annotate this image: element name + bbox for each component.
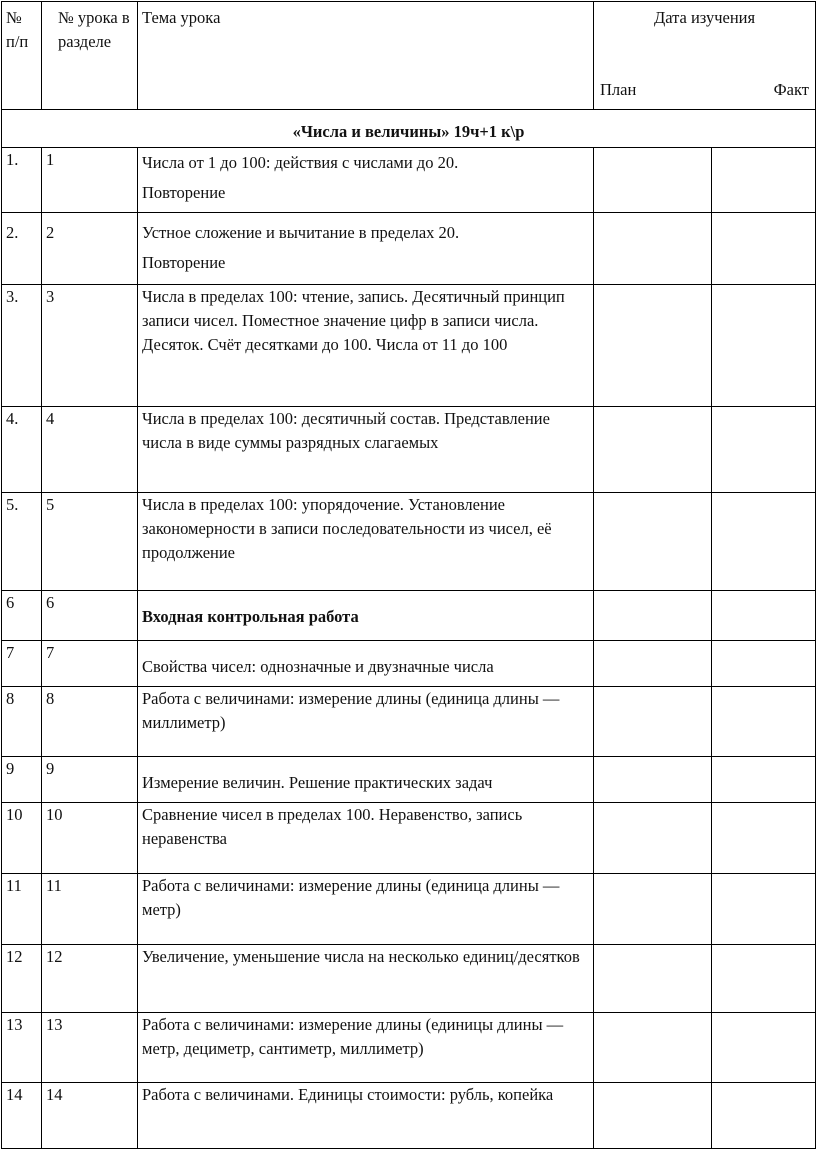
row-lesson: 6 — [42, 591, 138, 641]
row-num: 9 — [2, 757, 42, 803]
header-date: Дата изучения — [653, 8, 756, 27]
row-num: 8 — [2, 687, 42, 757]
row-fact-date — [712, 493, 816, 591]
row-fact-date — [712, 945, 816, 1013]
row-lesson: 8 — [42, 687, 138, 757]
row-num: 14 — [2, 1083, 42, 1149]
row-lesson: 9 — [42, 757, 138, 803]
row-plan-date — [594, 945, 712, 1013]
row-num: 1. — [2, 148, 42, 213]
row-lesson: 5 — [42, 493, 138, 591]
row-lesson: 13 — [42, 1013, 138, 1083]
table-row — [2, 493, 816, 591]
row-num: 3. — [2, 285, 42, 407]
row-num: 2. — [2, 213, 42, 285]
row-topic: Работа с величинами: измерение длины (единица длины — миллиметр) — [138, 687, 594, 757]
row-fact-date — [712, 803, 816, 874]
row-topic: Увеличение, уменьшение числа на несколько единиц/десятков — [138, 945, 594, 1013]
table-row — [2, 687, 816, 757]
row-topic: Измерение величин. Решение практических задач — [138, 757, 594, 803]
table-row — [2, 803, 816, 874]
table-row — [2, 148, 816, 213]
row-fact-date — [712, 1083, 816, 1149]
table-row — [2, 757, 816, 803]
row-num: 11 — [2, 874, 42, 945]
row-topic: Числа в пределах 100: десятичный состав. Представление числа в виде суммы разрядных слагаемых — [138, 407, 594, 493]
header-date-cell — [594, 2, 816, 110]
row-num: 12 — [2, 945, 42, 1013]
table-row — [2, 285, 816, 407]
row-lesson: 11 — [42, 874, 138, 945]
table-row — [2, 213, 816, 285]
row-lesson: 1 — [42, 148, 138, 213]
row-plan-date — [594, 213, 712, 285]
table-row — [2, 1013, 816, 1083]
header-lesson: № урока в разделе — [42, 2, 138, 110]
row-lesson: 3 — [42, 285, 138, 407]
row-num: 13 — [2, 1013, 42, 1083]
row-topic: Сравнение чисел в пределах 100. Неравенство, запись неравенства — [138, 803, 594, 874]
lesson-plan-table — [1, 1, 816, 1149]
table-row — [2, 1083, 816, 1149]
row-plan-date — [594, 285, 712, 407]
row-topic — [138, 148, 594, 213]
row-topic-line: Устное сложение и вычитание в пределах 20. — [142, 223, 460, 242]
row-num: 10 — [2, 803, 42, 874]
row-fact-date — [712, 687, 816, 757]
section-row — [2, 110, 816, 148]
row-num: 4. — [2, 407, 42, 493]
row-plan-date — [594, 687, 712, 757]
row-plan-date — [594, 641, 712, 687]
row-topic-line: Повторение — [142, 253, 226, 272]
row-topic: Свойства чисел: однозначные и двузначные числа — [138, 641, 594, 687]
row-fact-date — [712, 757, 816, 803]
row-topic — [138, 213, 594, 285]
row-plan-date — [594, 1083, 712, 1149]
row-num: 5. — [2, 493, 42, 591]
table-row — [2, 641, 816, 687]
table-row — [2, 407, 816, 493]
table-row — [2, 874, 816, 945]
table-row — [2, 945, 816, 1013]
row-topic: Работа с величинами: измерение длины (единица длины — метр) — [138, 874, 594, 945]
row-fact-date — [712, 407, 816, 493]
header-topic: Тема урока — [138, 2, 594, 110]
row-fact-date — [712, 213, 816, 285]
row-lesson: 7 — [42, 641, 138, 687]
row-lesson: 4 — [42, 407, 138, 493]
row-fact-date — [712, 641, 816, 687]
row-topic: Числа в пределах 100: упорядочение. Установление закономерности в записи последовательности из чисел, её продолжение — [138, 493, 594, 591]
row-fact-date — [712, 874, 816, 945]
row-topic: Входная контрольная работа — [138, 591, 594, 641]
header-num: № п/п — [2, 2, 42, 110]
row-lesson: 10 — [42, 803, 138, 874]
row-topic-line: Повторение — [142, 183, 226, 202]
row-num: 7 — [2, 641, 42, 687]
row-fact-date — [712, 285, 816, 407]
row-topic: Работа с величинами. Единицы стоимости: рубль, копейка — [138, 1083, 594, 1149]
table-header-row — [2, 2, 816, 110]
row-plan-date — [594, 1013, 712, 1083]
row-plan-date — [594, 803, 712, 874]
table-row — [2, 591, 816, 641]
header-plan: План — [600, 80, 637, 99]
row-plan-date — [594, 148, 712, 213]
row-plan-date — [594, 757, 712, 803]
header-fact: Факт — [773, 80, 810, 99]
row-lesson: 12 — [42, 945, 138, 1013]
row-topic: Работа с величинами: измерение длины (единицы длины — метр, дециметр, сантиметр, миллиметр) — [138, 1013, 594, 1083]
row-fact-date — [712, 1013, 816, 1083]
row-topic: Числа в пределах 100: чтение, запись. Десятичный принцип записи чисел. Поместное значение цифр в записи числа. Десяток. Счёт десятками до 100. Числа от 11 до 100 — [138, 285, 594, 407]
row-topic-line: Числа от 1 до 100: действия с числами до 20. — [142, 153, 459, 172]
row-fact-date — [712, 591, 816, 641]
row-plan-date — [594, 874, 712, 945]
row-lesson: 14 — [42, 1083, 138, 1149]
section-title: «Числа и величины» 19ч+1 к\р — [2, 110, 816, 148]
row-num: 6 — [2, 591, 42, 641]
row-fact-date — [712, 148, 816, 213]
row-plan-date — [594, 407, 712, 493]
row-plan-date — [594, 493, 712, 591]
row-lesson: 2 — [42, 213, 138, 285]
row-plan-date — [594, 591, 712, 641]
